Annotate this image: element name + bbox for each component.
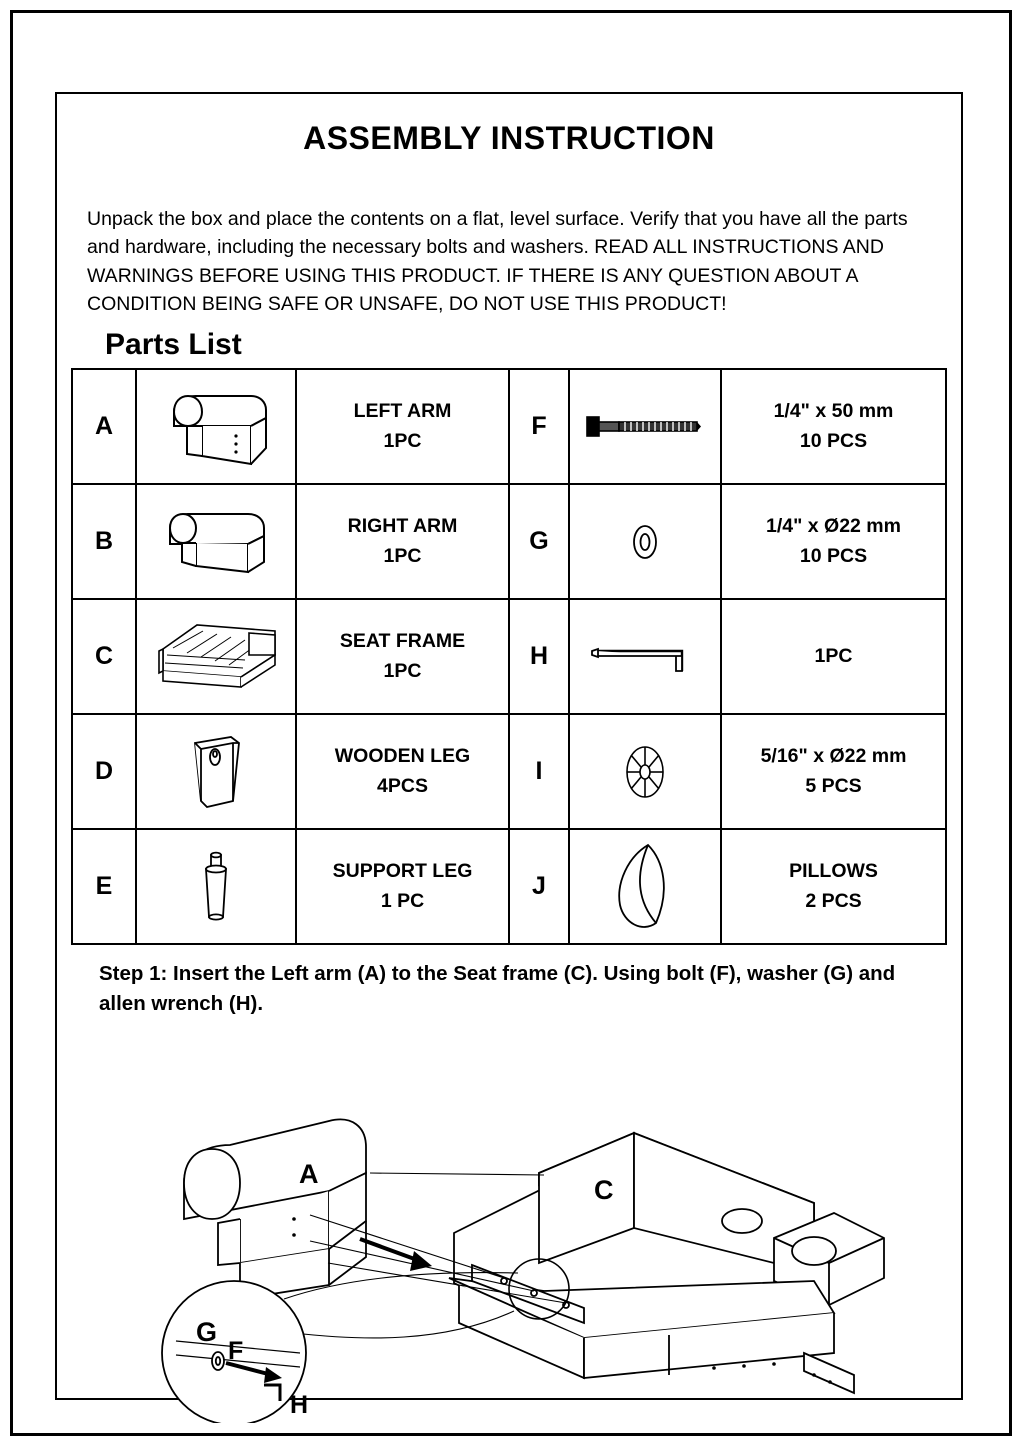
part-qty-g: 10 PCS: [799, 544, 868, 567]
part-qty-b: 1PC: [383, 544, 422, 567]
part-image-cell-b: [136, 484, 296, 599]
part-letter-i: I: [509, 714, 569, 829]
table-row: [72, 484, 946, 599]
label-g: G: [196, 1316, 218, 1347]
wooden-leg-icon: [137, 719, 295, 824]
part-image-cell-i: [569, 714, 721, 829]
part-letter-e: E: [72, 829, 136, 944]
part-letter-g: G: [509, 484, 569, 599]
spoked-washer-icon: [570, 719, 720, 824]
part-qty-i: 5 PCS: [805, 774, 862, 797]
part-image-cell-h: [569, 599, 721, 714]
part-desc-j: [721, 829, 946, 944]
part-image-cell-f: [569, 369, 721, 484]
part-desc-i: [721, 714, 946, 829]
part-name-f: 1/4" x 50 mm: [773, 400, 894, 423]
part-qty-a: 1PC: [383, 429, 422, 452]
step-1-text: Step 1: Insert the Left arm (A) to the Seat frame (C). Using bolt (F), washer (G) and allen wrench (H).: [99, 962, 896, 1015]
part-qty-d: 4PCS: [377, 774, 428, 797]
part-desc-h: [721, 599, 946, 714]
seat-frame-icon: [137, 604, 295, 709]
part-desc-b: [296, 484, 509, 599]
part-name-e: SUPPORT LEG: [332, 860, 473, 883]
parts-list-table: [71, 368, 947, 945]
pillow-icon: [570, 834, 720, 939]
part-image-cell-g: [569, 484, 721, 599]
page-title: ASSEMBLY INSTRUCTION: [303, 120, 715, 156]
part-qty-j: 2 PCS: [805, 889, 862, 912]
left-arm-icon: [137, 374, 295, 479]
part-name-b: RIGHT ARM: [347, 515, 458, 538]
part-desc-f: [721, 369, 946, 484]
part-image-cell-d: [136, 714, 296, 829]
part-desc-c: [296, 599, 509, 714]
right-arm-icon: [137, 489, 295, 594]
part-image-cell-j: [569, 829, 721, 944]
support-leg-icon: [137, 834, 295, 939]
table-row: [72, 714, 946, 829]
part-desc-a: [296, 369, 509, 484]
allen-wrench-icon: [570, 604, 720, 709]
part-qty-h: 1PC: [814, 644, 853, 667]
part-qty-f: 10 PCS: [799, 429, 868, 452]
part-desc-d: [296, 714, 509, 829]
part-qty-e: 1 PC: [380, 889, 425, 912]
part-image-cell-e: [136, 829, 296, 944]
part-qty-c: 1PC: [383, 659, 422, 682]
part-letter-j: J: [509, 829, 569, 944]
part-image-cell-c: [136, 599, 296, 714]
part-name-d: WOODEN LEG: [334, 745, 471, 768]
part-letter-c: C: [72, 599, 136, 714]
part-name-j: PILLOWS: [789, 860, 878, 883]
label-f: F: [228, 1336, 244, 1365]
table-row: [72, 829, 946, 944]
part-name-a: LEFT ARM: [353, 400, 452, 423]
step-1-diagram: [57, 1023, 961, 1423]
table-row: [72, 369, 946, 484]
part-letter-a: A: [72, 369, 136, 484]
part-letter-d: D: [72, 714, 136, 829]
parts-list-heading: Parts List: [105, 328, 242, 362]
table-row: [72, 599, 946, 714]
part-name-g: 1/4" x Ø22 mm: [766, 515, 901, 538]
washer-icon: [570, 489, 720, 594]
label-a: A: [299, 1158, 319, 1189]
bolt-icon: [570, 374, 720, 479]
instruction-sheet: [55, 92, 963, 1419]
part-letter-b: B: [72, 484, 136, 599]
part-letter-f: F: [509, 369, 569, 484]
intro-paragraph: Unpack the box and place the contents on a flat, level surface. Verify that you have all the parts and hardware, including the necessary bolts and washers. READ ALL INSTRUCTIONS AND WARNINGS BEFORE USING THIS PRODUCT. IF THERE IS ANY QUESTION ABOUT A CONDITION BEING SAFE OR UNSAFE, DO NOT USE THIS PRODUCT!: [87, 208, 908, 315]
part-image-cell-a: [136, 369, 296, 484]
part-desc-g: [721, 484, 946, 599]
part-desc-e: [296, 829, 509, 944]
part-letter-h: H: [509, 599, 569, 714]
label-c: C: [594, 1174, 614, 1205]
part-name-c: SEAT FRAME: [339, 630, 466, 653]
label-h: H: [290, 1390, 309, 1419]
part-name-i: 5/16" x Ø22 mm: [760, 745, 907, 768]
